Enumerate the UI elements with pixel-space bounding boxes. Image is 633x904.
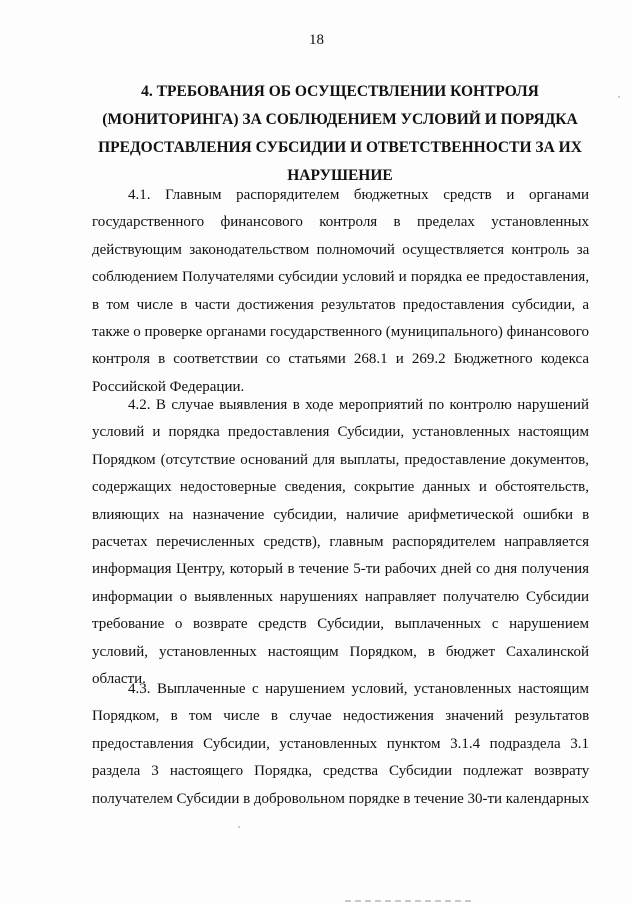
paragraph-line: Российской Федерации. [92, 378, 245, 395]
section-heading-line: 4. ТРЕБОВАНИЯ ОБ ОСУЩЕСТВЛЕНИИ КОНТРОЛЯ [141, 83, 539, 100]
paragraph-line: содержащих недостоверные сведения, сокрытие данных и обстоятельств, [92, 479, 589, 496]
paragraph-line: предоставления Субсидии, установленных пунктом 3.1.4 подраздела 3.1 [92, 735, 589, 752]
paragraph-line: влияющих на назначение субсидии, наличие арифметической ошибки в [92, 506, 590, 523]
section-heading-line: ПРЕДОСТАВЛЕНИЯ СУБСИДИИ И ОТВЕТСТВЕННОСТИ ЗА ИХ [98, 139, 582, 156]
paragraph-line: условий и порядка предоставления Субсидии, установленных настоящим [92, 424, 589, 441]
paragraph-4-2 [92, 392, 589, 693]
paragraph-4-3 [92, 676, 589, 813]
section-heading [90, 78, 590, 190]
section-heading-line: НАРУШЕНИЕ [287, 167, 393, 184]
paragraph-line: Порядком, в том числе в случае недостижения значений результатов [92, 708, 590, 725]
paragraph-line: контроля в соответствии со статьями 268.1 и 269.2 Бюджетного кодекса [92, 351, 589, 368]
paragraph-line: получателем Субсидии в добровольном порядке в течение 30-ти календарных [92, 790, 590, 807]
section-heading-line: (МОНИТОРИНГА) ЗА СОБЛЮДЕНИЕМ УСЛОВИЙ И ПОРЯДКА [102, 111, 578, 128]
paragraph-line: расчетах перечисленных средств), главным распорядителем направляется [92, 533, 589, 550]
paragraph-4-1 [92, 182, 589, 401]
paragraph-line: в том числе в части достижения результатов предоставления субсидии, а [92, 296, 589, 313]
paragraph-line: 4.2. В случае выявления в ходе мероприятий по контролю нарушений [128, 397, 589, 413]
paragraph-line: раздела 3 настоящего Порядка, средства Субсидии подлежат возврату [92, 763, 590, 780]
paragraph-line: также о проверке органами государственного (муниципального) финансового [92, 323, 589, 340]
paragraph-line: государственного финансового контроля в пределах установленных [92, 214, 590, 231]
paragraph-line: информация Центру, который в течение 5-ти рабочих дней со дня получения [92, 561, 590, 578]
paragraph-line: требование о возврате средств Субсидии, выплаченных с нарушением [92, 616, 589, 633]
paragraph-line: области. [92, 670, 146, 687]
scan-speck [238, 826, 240, 828]
bottom-scan-trace [345, 900, 475, 902]
page-number: 18 [309, 32, 324, 48]
paragraph-line: соблюдением Получателями субсидии условий и порядка ее предоставления, [92, 269, 590, 286]
scan-speck [618, 96, 620, 98]
paragraph-line: условий, установленных настоящим Порядком, в бюджет Сахалинской [92, 643, 589, 660]
paragraph-line: 4.3. Выплаченные с нарушением условий, установленных настоящим [128, 681, 589, 697]
paragraph-line: Порядком (отсутствие оснований для выплаты, предоставление документов, [92, 451, 589, 468]
paragraph-line: информации о выявленных нарушениях направляет получателю Субсидии [92, 588, 589, 605]
paragraph-line: 4.1. Главным распорядителем бюджетных средств и органами [128, 187, 589, 203]
paragraph-line: действующим законодательством полномочий осуществляется контроль за [92, 241, 590, 258]
